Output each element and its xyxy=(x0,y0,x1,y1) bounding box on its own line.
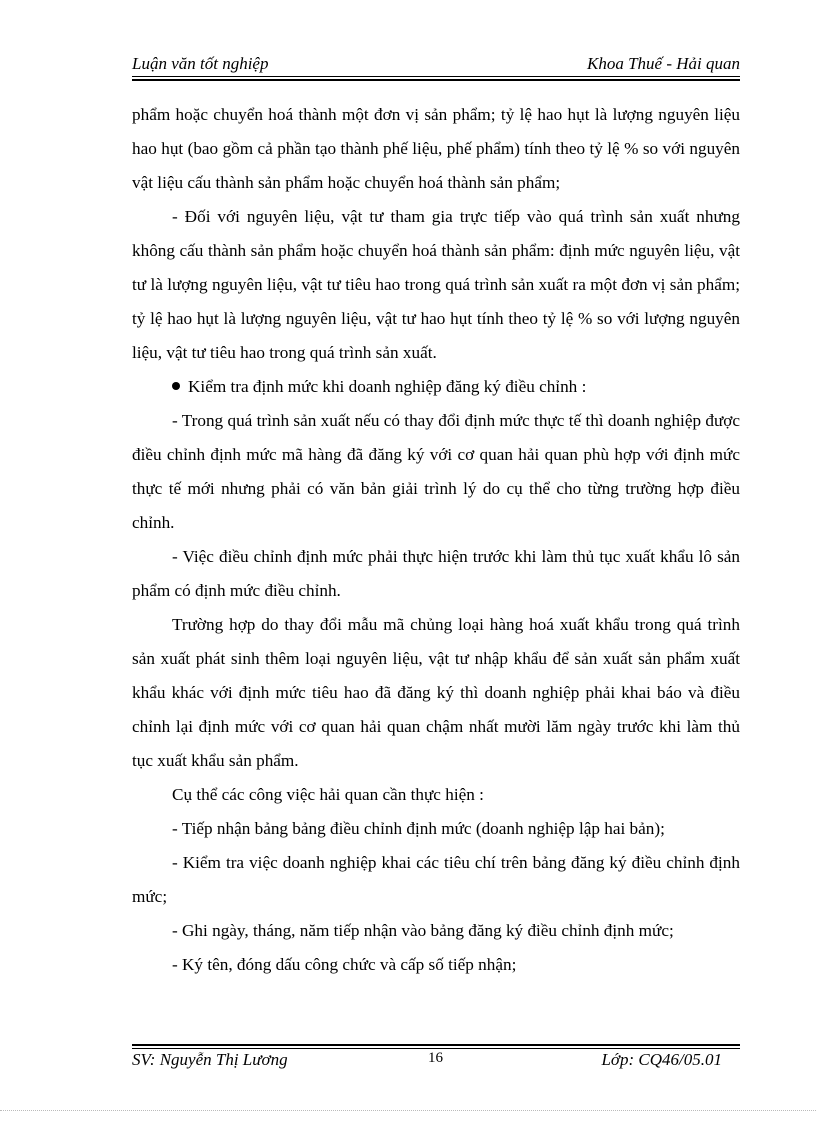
page-number: 16 xyxy=(428,1050,443,1066)
list-item-date: - Ghi ngày, tháng, năm tiếp nhận vào bảng đăng ký điều chỉnh định mức; xyxy=(172,921,674,940)
bullet-heading-text: Kiểm tra định mức khi doanh nghiệp đăng ký điều chỉnh : xyxy=(188,377,587,396)
paragraph-indirect-materials: - Đối với nguyên liệu, vật tư tham gia trực tiếp vào quá trình sản xuất nhưng không cấu thành sản phẩm hoặc chuyển hoá thành sản phẩm: định mức nguyên liệu, vật tư là lượng nguyên liệu, vật tư tiêu hao trong quá trình sản xuất ra một đơn vị sản phẩm; tỷ lệ hao hụt là lượng nguyên liệu, vật tư hao hụt tính theo tỷ lệ % so với lượng nguyên liệu, vật tư tiêu hao trong quá trình sản xuất. xyxy=(132,207,740,362)
list-item-check: - Kiểm tra việc doanh nghiệp khai các tiêu chí trên bảng đăng ký điều chỉnh định mức; xyxy=(132,853,740,906)
footer-rule-thin xyxy=(132,1048,740,1049)
bullet-icon xyxy=(172,382,180,390)
header-rule-thin xyxy=(132,76,740,77)
page-header xyxy=(132,52,740,78)
footer-student-name: SV: Nguyễn Thị Lương xyxy=(132,1050,288,1069)
page-footer xyxy=(132,1050,740,1076)
paragraph-continuation: phẩm hoặc chuyển hoá thành một đơn vị sản phẩm; tỷ lệ hao hụt là lượng nguyên liệu hao hụt (bao gồm cả phần tạo thành phế liệu, phế phẩm) tính theo tỷ lệ % so với nguyên vật liệu cấu thành sản phẩm hoặc chuyển hoá thành sản phẩm; xyxy=(132,105,740,192)
paragraph-tasks-intro: Cụ thể các công việc hải quan cần thực hiện : xyxy=(172,785,484,804)
list-item-receive: - Tiếp nhận bảng bảng điều chỉnh định mức (doanh nghiệp lập hai bản); xyxy=(172,819,665,838)
header-faculty-label: Khoa Thuế - Hải quan xyxy=(587,54,740,73)
footer-class-code: Lớp: CQ46/05.01 xyxy=(601,1050,722,1069)
bullet-heading xyxy=(132,370,740,404)
header-rule-thick xyxy=(132,79,740,81)
header-thesis-label: Luận văn tốt nghiệp xyxy=(132,54,269,73)
footer-rule-thick xyxy=(132,1044,740,1046)
body-text xyxy=(132,98,740,982)
paragraph-adjust-timing: - Việc điều chỉnh định mức phải thực hiện trước khi làm thủ tục xuất khẩu lô sản phẩm có định mức điều chỉnh. xyxy=(132,547,740,600)
list-item-sign: - Ký tên, đóng dấu công chức và cấp số tiếp nhận; xyxy=(172,955,517,974)
page-boundary xyxy=(0,1110,816,1111)
paragraph-design-change: Trường hợp do thay đổi mẫu mã chủng loại hàng hoá xuất khẩu trong quá trình sản xuất phát sinh thêm loại nguyên liệu, vật tư nhập khẩu để sản xuất sản phẩm xuất khẩu khác với định mức tiêu hao đã đăng ký thì doanh nghiệp phải khai báo và điều chỉnh lại định mức với cơ quan hải quan chậm nhất mười lăm ngày trước khi làm thủ tục xuất khẩu sản phẩm. xyxy=(132,615,740,770)
paragraph-adjust-norms: - Trong quá trình sản xuất nếu có thay đổi định mức thực tế thì doanh nghiệp được điều chỉnh định mức mã hàng đã đăng ký với cơ quan hải quan phù hợp với định mức thực tế mới nhưng phải có văn bản giải trình lý do cụ thể cho từng trường hợp điều chỉnh. xyxy=(132,411,740,532)
